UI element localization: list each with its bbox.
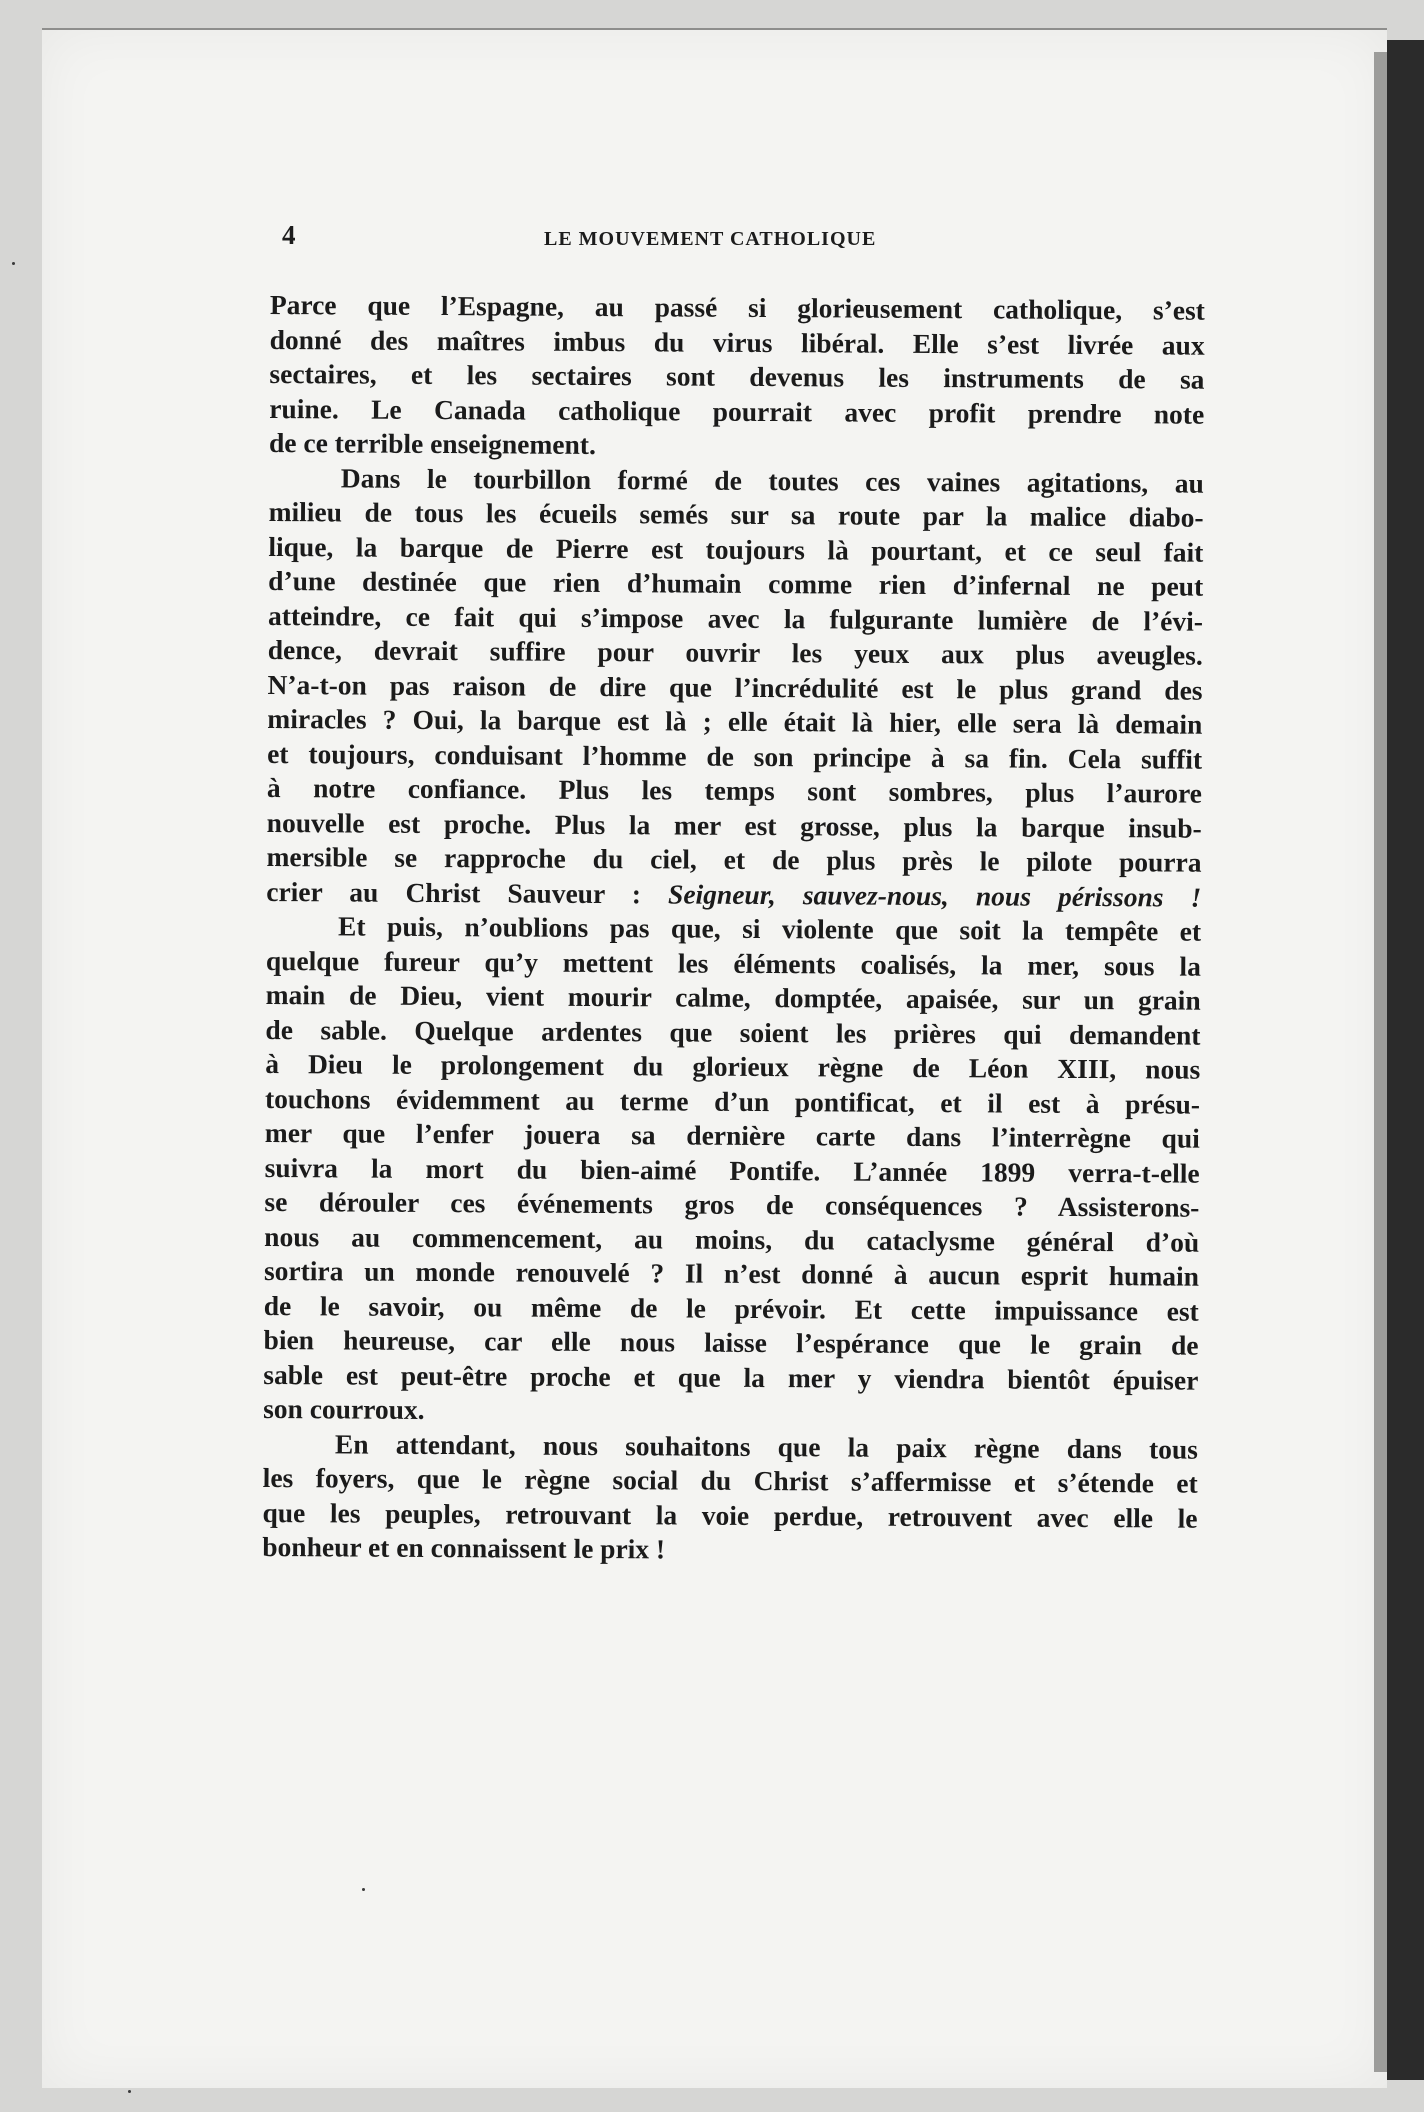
text-line: les foyers, que le règne social du Christ s’affermisse et s’étende et	[262, 1461, 1198, 1499]
scan-speck	[128, 2090, 131, 2093]
text-line: sortira un monde renouvelé ? Il n’est donné à aucun esprit humain	[263, 1254, 1200, 1292]
text-segment: crier au Christ Sauveur :	[266, 875, 642, 909]
text-line: lique, la barque de Pierre est toujours là pourtant, et ce seul fait	[268, 530, 1204, 568]
text-line: dence, devrait suffire pour ouvrir les yeux aux plus aveugles.	[267, 633, 1203, 671]
text-line: son courroux.	[263, 1392, 425, 1425]
text-line: de le savoir, ou même de le prévoir. Et cette impuissance est	[263, 1289, 1199, 1327]
text-line: bien heureuse, car elle nous laisse l’espérance que le grain de	[263, 1323, 1199, 1361]
page-right-shadow	[1374, 52, 1388, 2072]
text-line: sable est peut-être proche et que la mer y viendra bientôt épuiser	[263, 1358, 1199, 1396]
text-line: suivra la mort du bien-aimé Pontife. L’année 1899 verra-t-elle	[264, 1151, 1200, 1189]
text-line: quelque fureur qu’y mettent les éléments coalisés, la mer, sous la	[265, 944, 1201, 982]
page-binding-edge	[1387, 40, 1424, 2080]
text-line: et toujours, conduisant l’homme de son principe à sa fin. Cela suffit	[267, 737, 1203, 775]
text-line: miracles ? Oui, la barque est là ; elle était là hier, elle sera là demain	[267, 702, 1203, 740]
text-line: touchons évidemment au terme d’un pontificat, et il est à présu-	[264, 1082, 1201, 1120]
page-number: 4	[282, 220, 296, 250]
text-line: mer que l’enfer jouera sa dernière carte dans l’interrègne qui	[264, 1116, 1200, 1154]
text-line: En attendant, nous souhaitons que la paix règne dans tous	[334, 1427, 1199, 1465]
text-line: à Dieu le prolongement du glorieux règne de Léon XIII, nous	[265, 1047, 1201, 1085]
text-line: bonheur et en connaissent le prix !	[262, 1530, 666, 1565]
text-line: donné des maîtres imbus du virus libéral. Elle s’est livrée aux	[269, 323, 1205, 361]
text-line: milieu de tous les écueils semés sur sa route par la malice diabo-	[268, 495, 1204, 533]
text-line: se dérouler ces événements gros de conséquences ? Assisterons-	[264, 1185, 1200, 1223]
scan-speck	[12, 262, 15, 265]
body-text	[262, 288, 1210, 1570]
scan-speck	[362, 1888, 365, 1891]
text-line: à notre confiance. Plus les temps sont sombres, plus l’aurore	[266, 771, 1203, 809]
text-line: de ce terrible enseignement.	[268, 426, 596, 460]
text-line: que les peuples, retrouvant la voie perdue, retrouvent avec elle le	[262, 1496, 1198, 1534]
italic-quote: Seigneur, sauvez-nous, nous périssons !	[667, 877, 1202, 913]
page-header	[282, 220, 942, 260]
text-line: nous au commencement, au moins, du cataclysme général d’où	[264, 1220, 1200, 1258]
text-line: Dans le tourbillon formé de toutes ces vaines agitations, au	[340, 461, 1204, 499]
text-line: sectaires, et les sectaires sont devenus les instruments de sa	[269, 357, 1205, 395]
running-title: LE MOUVEMENT CATHOLIQUE	[544, 228, 877, 250]
page-top-edge	[42, 28, 1387, 30]
text-line: main de Dieu, vient mourir calme, domptée, apaisée, sur un grain	[265, 978, 1201, 1016]
text-line: Et puis, n’oublions pas que, si violente que soit la tempête et	[338, 910, 1202, 947]
text-line: atteindre, ce fait qui s’impose avec la fulgurante lumière de l’évi-	[267, 599, 1204, 637]
text-line: N’a-t-on pas raison de dire que l’incrédulité est le plus grand des	[267, 668, 1203, 706]
text-line: nouvelle est proche. Plus la mer est grosse, plus la barque insub-	[266, 806, 1202, 844]
text-line: d’une destinée que rien d’humain comme rien d’infernal ne peut	[268, 564, 1204, 602]
text-line: mersible se rapproche du ciel, et de plus près le pilote pourra	[266, 840, 1202, 878]
text-line-with-italic	[266, 874, 1201, 914]
text-line: Parce que l’Espagne, au passé si glorieusement catholique, s’est	[269, 288, 1205, 326]
text-line: de sable. Quelque ardentes que soient les prières qui demandent	[265, 1013, 1201, 1051]
text-line: ruine. Le Canada catholique pourrait avec profit prendre note	[269, 392, 1205, 430]
